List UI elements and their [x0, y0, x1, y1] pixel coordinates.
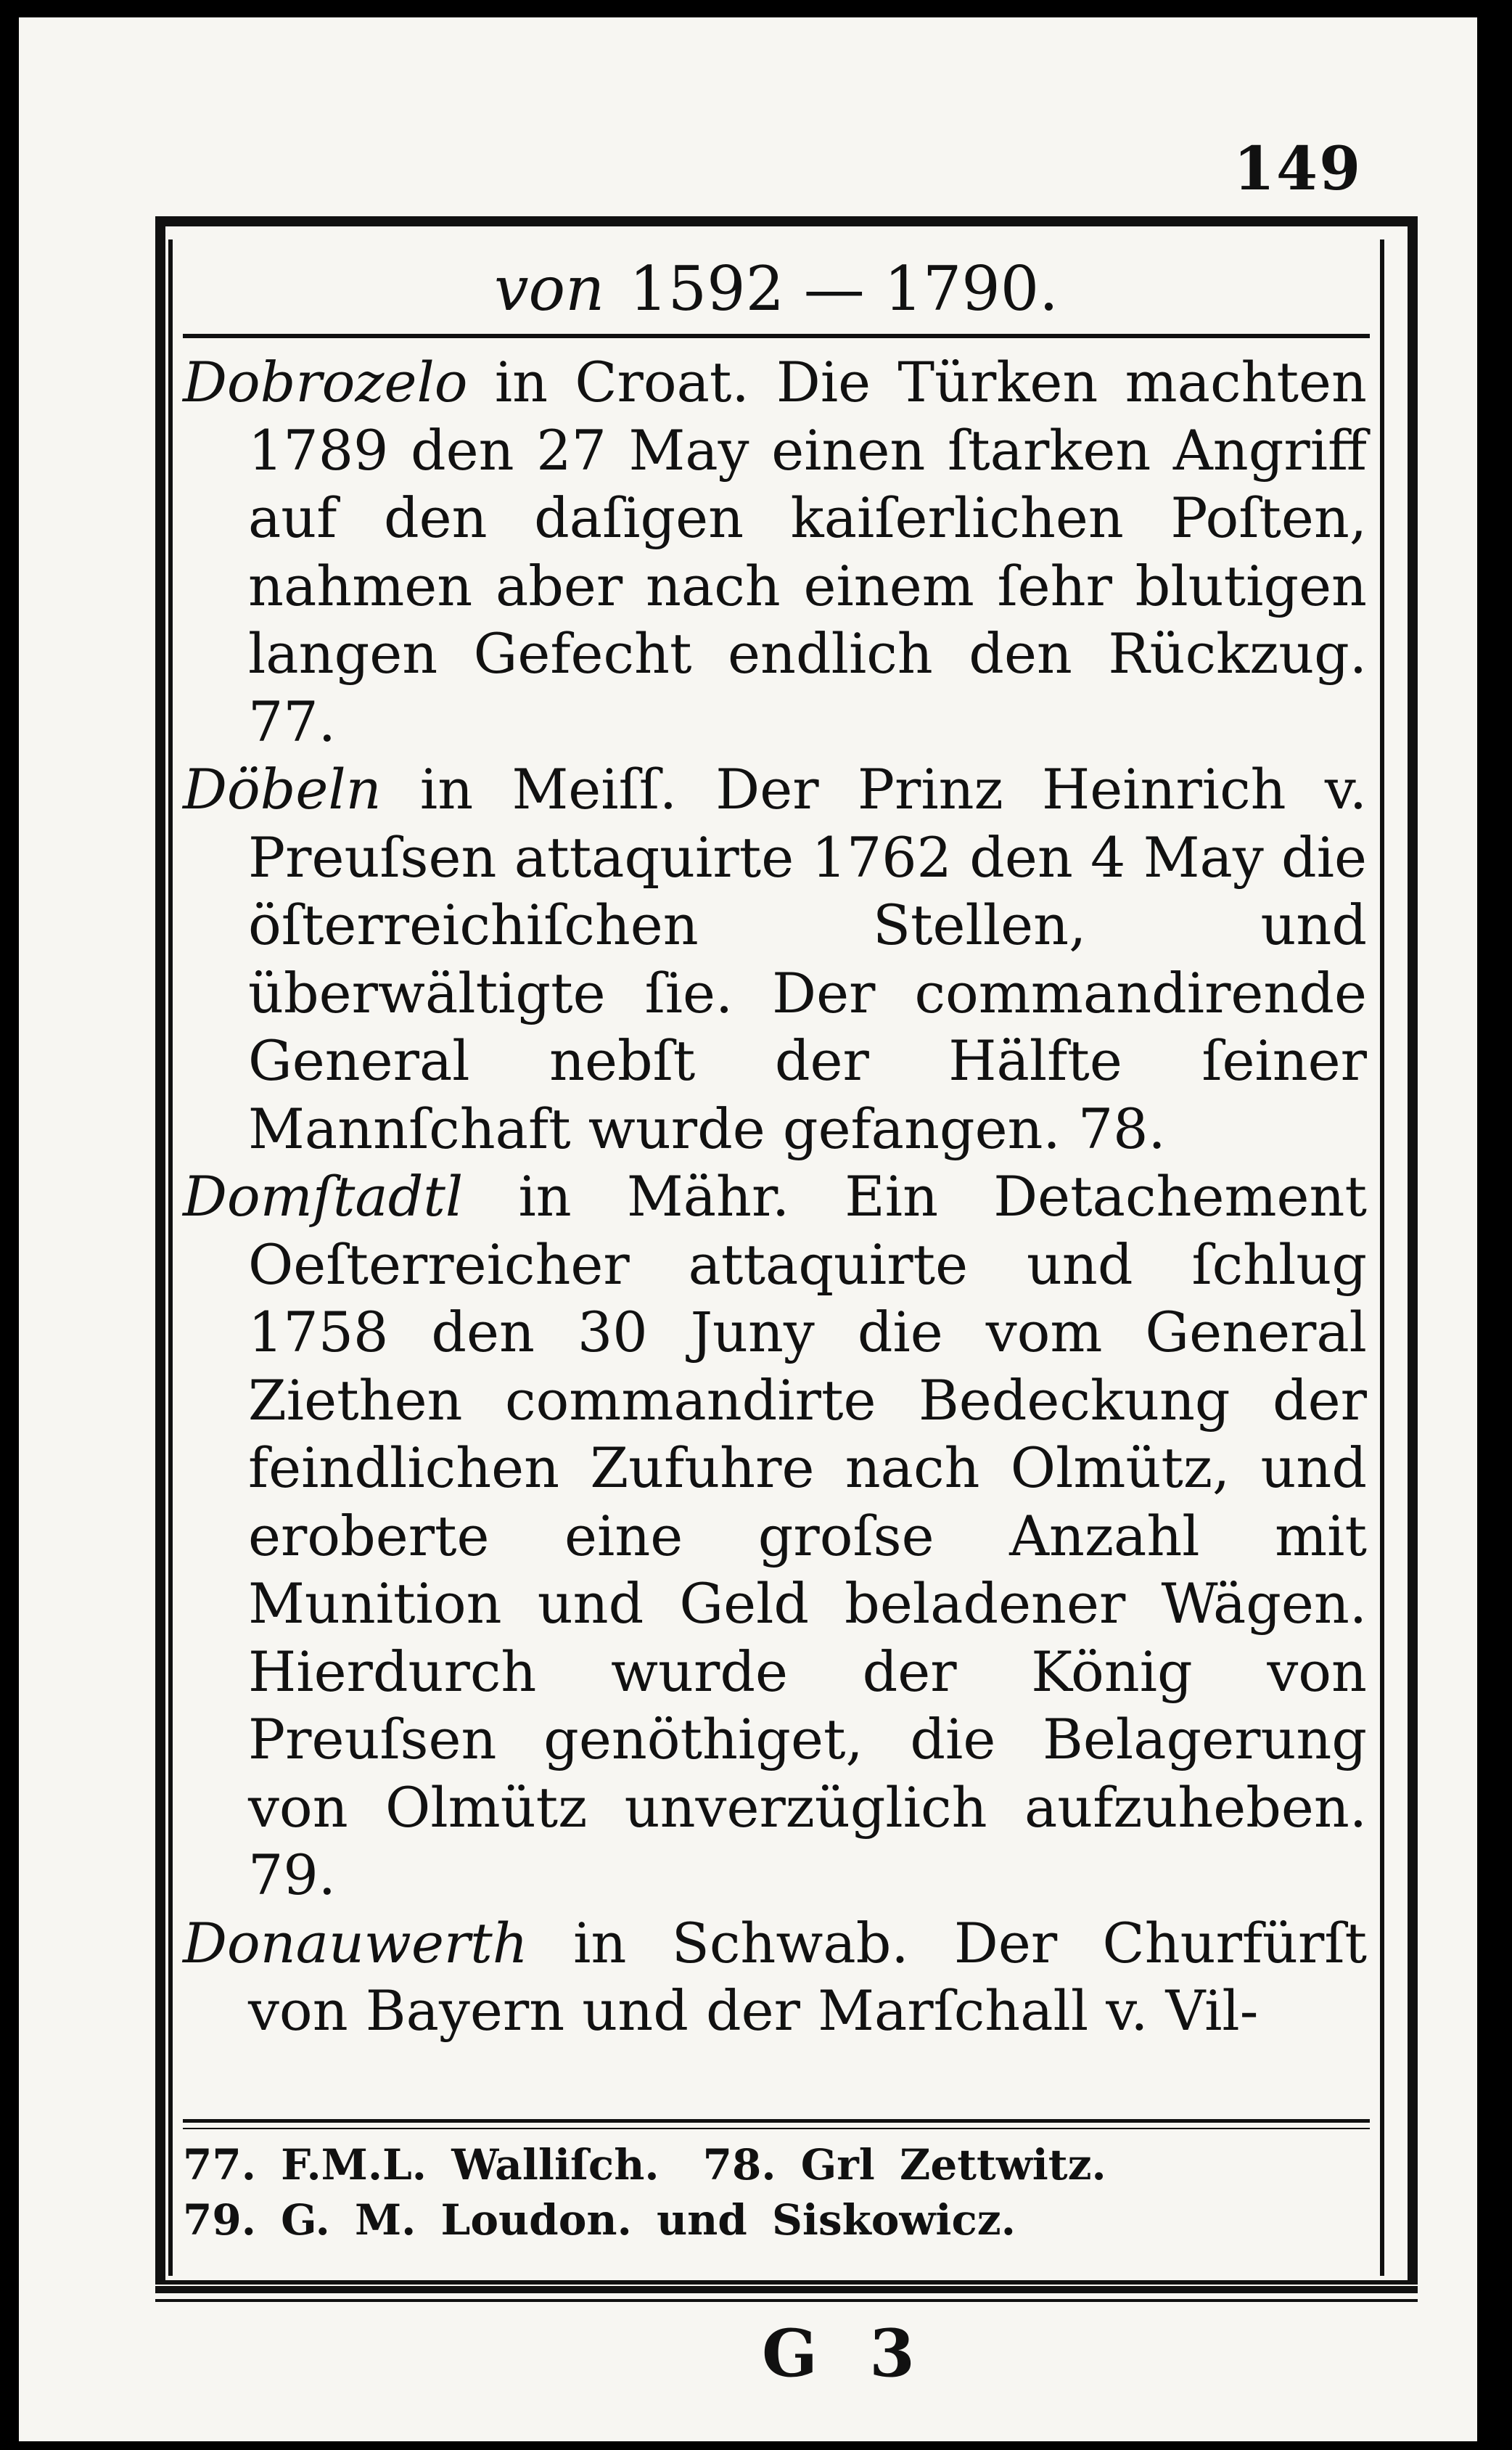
entry-list — [183, 348, 1367, 2045]
footnote-rule-thin — [183, 2128, 1370, 2129]
bottom-rule-thin — [155, 2299, 1418, 2302]
signature-mark: G 3 — [762, 2315, 929, 2392]
header-von: von — [494, 253, 605, 324]
entry-place: Domſtadtl — [183, 1164, 464, 1229]
footnote-line-1 — [183, 2137, 1370, 2192]
footnotes — [183, 2137, 1370, 2248]
footnote-79: 79. G. M. Loudon. und Siskowicz. — [183, 2195, 1016, 2245]
entry-text: in Mähr. Ein Detachement Oeſterreicher attaquirte und ſchlug 1758 den 30 Juny die vom General Ziethen commandirte Bedeckung der feindlichen Zufuhre nach Olmütz, und eroberte eine groſse Anzahl mit Munition und Geld beladener Wägen. Hierdurch wurde der König von Preuſsen genöthiget, die Belagerung von Olmütz unverzüglich aufzuheben. 79. — [248, 1164, 1367, 1907]
header-rule — [183, 334, 1370, 338]
text-block — [168, 239, 1384, 2276]
entry-dobrozelo — [183, 348, 1367, 755]
entry-text: in Meiſſ. Der Prinz Heinrich v. Preuſsen attaquirte 1762 den 4 May die öſterreichiſchen Stellen, und überwältigte ſie. Der commandirende General nebſt der Hälfte ſeiner Mannſchaft wurde gefangen. 78. — [248, 757, 1367, 1161]
footnote-77: 77. F.M.L. Walliſch. — [183, 2140, 660, 2189]
header-year-range: 1592 — 1790. — [629, 253, 1059, 324]
footnote-78: 78. Grl Zettwitz. — [702, 2140, 1106, 2189]
entry-place: Dobrozelo — [183, 350, 468, 414]
entry-text: in Croat. Die Türken machten 1789 den 27 May einen ſtarken Angriff auf den daſigen kaiſerlichen Poſten, nahmen aber nach einem ſehr blutigen langen Gefecht endlich den Rückzug. 77. — [248, 350, 1367, 754]
entry-text: in Schwab. Der Churfürſt von Bayern und der Marſchall v. Vil- — [248, 1910, 1367, 2043]
entry-doebeln — [183, 755, 1367, 1163]
bottom-rule — [155, 2286, 1418, 2293]
entry-donauwerth — [183, 1909, 1367, 2045]
running-header — [173, 245, 1380, 332]
footnote-rule — [183, 2119, 1370, 2123]
entry-domstadtl — [183, 1163, 1367, 1909]
footnote-line-2 — [183, 2192, 1370, 2248]
page-number: 149 — [1233, 134, 1363, 204]
entry-place: Donauwerth — [183, 1910, 528, 1975]
entry-place: Döbeln — [183, 757, 382, 822]
